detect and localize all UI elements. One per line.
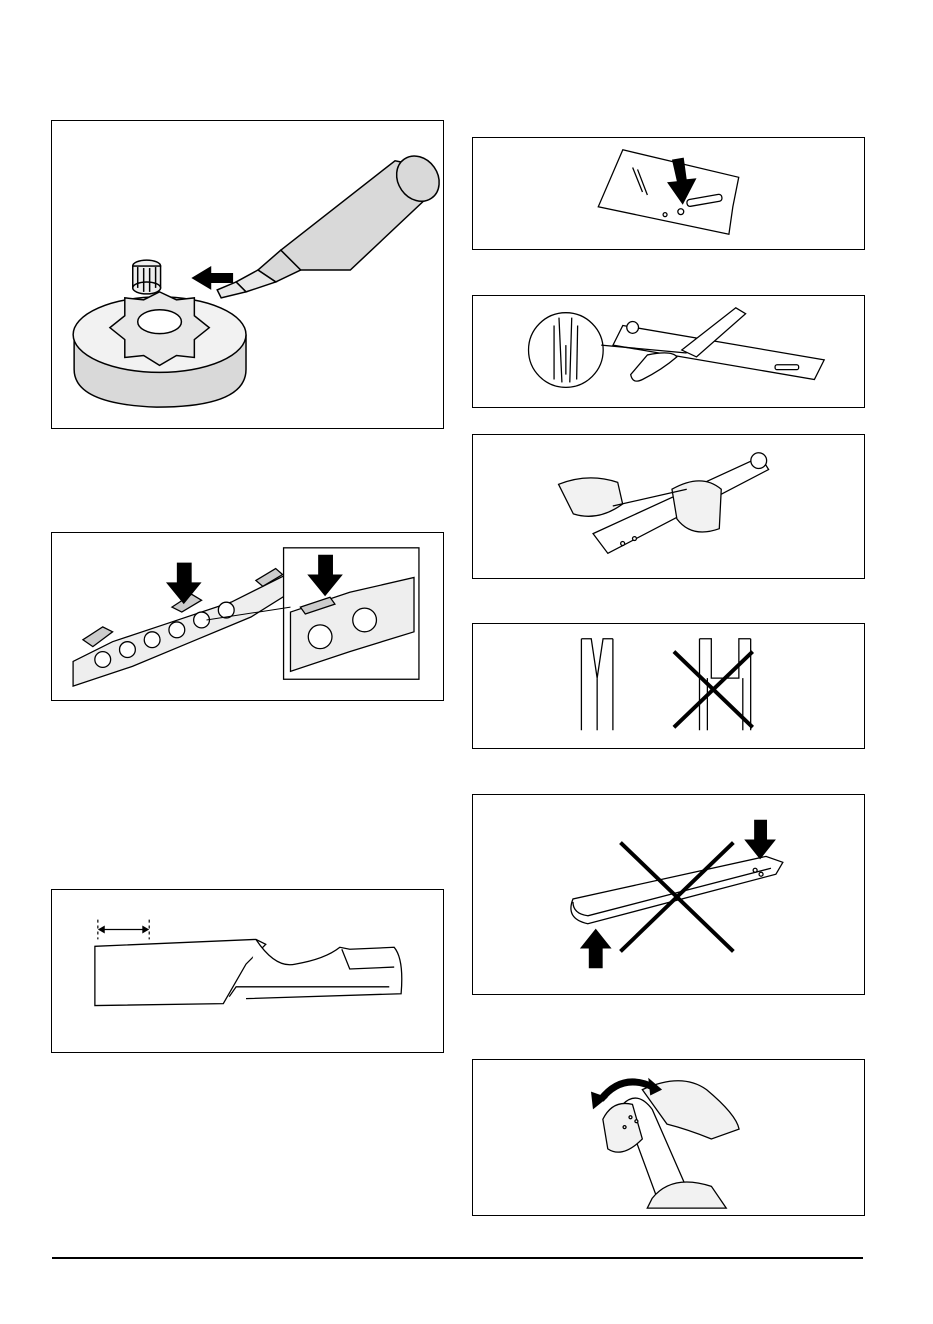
grease-gun-sprocket-icon: [52, 121, 443, 428]
groove-profile-figure: [472, 623, 865, 749]
bar-file-figure: [472, 295, 865, 408]
bar-hole-figure: [472, 137, 865, 250]
footer-rule: [52, 1257, 863, 1259]
bar-tip-rotate-icon: [473, 1060, 864, 1215]
cross-mark-icon: [674, 652, 753, 728]
chain-drive-link-icon: [52, 533, 443, 700]
bar-bent-icon: [473, 795, 864, 994]
cutter-tooth-figure: [51, 889, 444, 1053]
chain-drive-link-figure: [51, 532, 444, 701]
sprocket-lubrication-figure: [51, 120, 444, 429]
bar-bent-figure: [472, 794, 865, 995]
bar-deburr-icon: [473, 435, 864, 578]
bar-hole-icon: [473, 138, 864, 249]
groove-profile-icon: [473, 624, 864, 748]
bar-file-icon: [473, 296, 864, 407]
bar-tip-rotate-figure: [472, 1059, 865, 1216]
bar-deburr-figure: [472, 434, 865, 579]
cutter-tooth-icon: [52, 890, 443, 1052]
